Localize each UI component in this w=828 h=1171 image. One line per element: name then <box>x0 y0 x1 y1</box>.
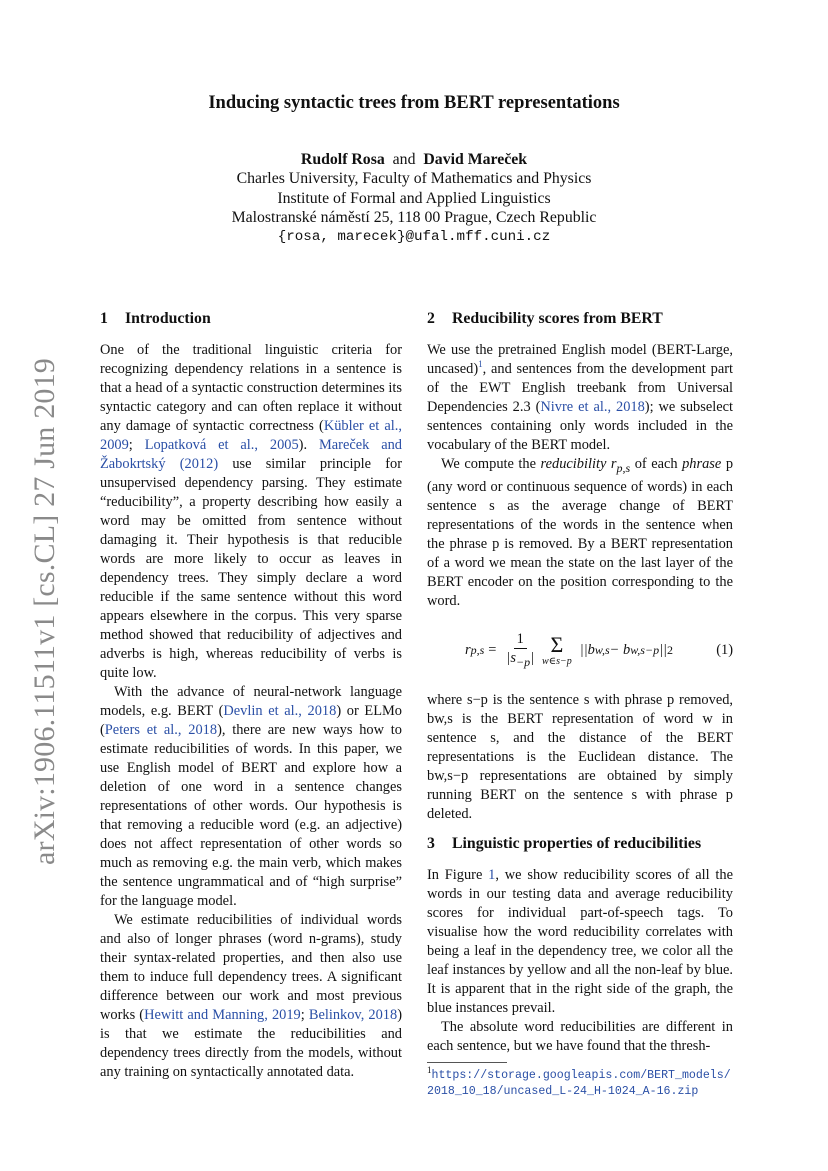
text-run: We compute the <box>441 456 541 472</box>
text-run: ); we subselect sentences containing only words included in the vocabulary of the BERT model. <box>427 399 734 453</box>
emphasis: reducibility <box>540 456 607 472</box>
footnote-1 <box>427 1067 733 1099</box>
section-number: 3 <box>427 834 435 852</box>
eq-denominator: $|s_{-p}|$ <box>506 649 535 669</box>
section-heading-introduction <box>100 309 402 329</box>
section-title: Introduction <box>125 310 211 327</box>
text-run: ; <box>128 437 145 453</box>
section-number: 1 <box>100 310 108 327</box>
figure-reference[interactable]: 1 <box>488 866 496 883</box>
footnote-divider <box>427 1062 507 1063</box>
citation-link[interactable]: Belinkov, 2018 <box>308 1007 398 1023</box>
eq-rhs-minus: − b <box>609 642 631 659</box>
author-2: David Mareček <box>423 151 528 168</box>
text-run: p (any word or continuous sequence of words) in each sentence s as the average change of BERT representations of the words in the sentence when the phrase p is removed. By a BERT representation of a word we mean the state on the last layer of the BERT encoder on the position corresponding to the word. <box>427 456 734 609</box>
eq-rhs-sub: w,s <box>594 643 610 658</box>
eq-rhs-sub: w,s−p <box>630 643 660 658</box>
linguistic-paragraph-1 <box>427 866 733 1018</box>
citation-link[interactable]: Kübler et al., 2009 <box>100 418 402 453</box>
affiliation-address: Malostranské náměstí 25, 118 00 Prague, Czech Republic <box>231 209 597 227</box>
text-run: In Figure <box>427 866 489 883</box>
footnote-marker[interactable]: 1 <box>478 359 483 370</box>
eq-rhs: ||b <box>579 642 595 659</box>
citation-link[interactable]: Lopatková et al., 2005 <box>144 437 299 453</box>
author-1: Rudolf Rosa <box>300 151 385 168</box>
reducibility-paragraph-3: where s−p is the sentence s with phrase p removed, bw,s is the BERT representation of word w in sentence s, and the distance of the BERT representations is the Euclidean distance. The bw,s−p representations are obtained by simply running BERT on the sentence s with phrase p deleted. <box>427 691 733 822</box>
author-names <box>0 150 828 169</box>
section-title: Linguistic properties of reducibilities <box>452 834 702 852</box>
text-run: One of the traditional linguistic criteria for recognizing dependency relations in a sentence is that a head of a syntactic construction determines its syntactic category and can often replace it without any damage of syntactic correctness ( <box>100 342 402 434</box>
section-heading-reducibility <box>427 309 733 329</box>
left-column <box>100 309 402 1082</box>
arxiv-identifier <box>19 357 69 865</box>
section-heading-linguistic <box>427 834 733 854</box>
eq-lhs-sub: p,s <box>470 643 485 658</box>
eq-summation: Σ w∈s−p <box>542 632 572 668</box>
citation-link[interactable]: Mareček and Žabokrtský (2012) <box>100 437 402 472</box>
reducibility-paragraph-2 <box>427 455 733 611</box>
affiliation-institute: Institute of Formal and Applied Linguistics <box>277 189 551 207</box>
text-run: of each <box>630 456 683 472</box>
text-run: We estimate reducibilities of individual words and also of longer phrases (word n-grams), study their syntax-related properties, and then also use them to induce full dependency trees. A significant difference between our work and most previous works ( <box>100 912 402 1023</box>
math-symbol: r <box>606 456 617 472</box>
text-run: ; <box>300 1007 309 1023</box>
author-email[interactable]: {rosa, marecek}@ufal.mff.cuni.cz <box>277 228 551 245</box>
arxiv-identifier-text: arXiv:1906.11511v1 [cs.CL] 27 Jun 2019 <box>27 357 61 865</box>
paper-title: Inducing syntactic trees from BERT representations <box>208 93 620 113</box>
citation-link[interactable]: Peters et al., 2018 <box>104 722 218 738</box>
intro-paragraph-2 <box>100 683 402 911</box>
equation-number: (1) <box>716 642 733 659</box>
text-run: , and sentences from the development part of the EWT English treebank from Universal Dependencies 2.3 ( <box>427 361 733 415</box>
text-run: ), there are new ways how to estimate reducibilities of words. In this paper, we use English model of BERT and explore how a deletion of one word in a sentence changes representations of other words. Our hypothesis is that removing a reducible word (e.g. an adjective) does not affect representation of other words so much as removing e.g. the main verb, which makes the sentence ungrammatical and of “high surprise” for the language model. <box>100 722 402 909</box>
linguistic-paragraph-2: The absolute word reducibilities are different in each sentence, but we have found that the thresh- <box>427 1018 733 1054</box>
text-run: ) or ELMo ( <box>100 703 402 738</box>
right-column <box>427 309 733 1099</box>
eq-numerator: 1 <box>514 631 527 649</box>
intro-paragraph-1 <box>100 341 402 683</box>
text-run: ) is that we estimate the reducibilities and dependency trees directly from the models, without any training on syntactically annotated data. <box>100 1007 402 1080</box>
intro-paragraph-3 <box>100 911 402 1082</box>
math-subscript: p,s <box>616 460 631 475</box>
text-run: ). <box>298 437 319 453</box>
emphasis: phrase <box>682 456 722 472</box>
text-run: , we show reducibility scores of all the words in our testing data and average reducibility scores for individual part-of-speech tags. To visualise how the word reducibility correlates with being a leaf in the dependency tree, we color all the leaf instances by yellow and all the non-leaf by blue. It is apparent that in the right side of the graph, the blue instances prevail. <box>427 866 733 1016</box>
text-run: We use the pretrained English model (BERT-Large, uncased) <box>427 342 733 377</box>
text-run: With the advance of neural-network language models, e.g. BERT ( <box>100 684 402 719</box>
eq-denominator-text: |s <box>506 649 516 666</box>
citation-link[interactable]: Hewitt and Manning, 2019 <box>144 1007 301 1023</box>
author-block <box>0 150 828 247</box>
eq-norm-sub: 2 <box>667 643 673 658</box>
eq-denominator-sub: −p <box>515 654 531 669</box>
reducibility-paragraph-1 <box>427 341 733 455</box>
text-run: use similar principle for unsupervised dependency parsing. They estimate “reducibility”, a property describing how easily a word may be omitted from sentence without damaging it. Their hypothesis is that reducible words are more likely to occur as leaves in dependency trees. They simply declare a word reducible if the same sentence without this word appears elsewhere in the corpus. This very sparse method showed that reducibility of adjectives and adverbs is high, whereas reducibility of verbs is quite low. <box>100 456 403 681</box>
eq-lhs: r <box>465 642 471 659</box>
footnote-number: 1 <box>427 1065 432 1076</box>
eq-fraction <box>506 631 534 671</box>
citation-link[interactable]: Devlin et al., 2018 <box>223 703 337 719</box>
footnote-url[interactable]: https://storage.googleapis.com/BERT_models/2018_10_18/uncased_L-24_H-1024_A-16.zip <box>427 1068 731 1098</box>
section-number: 2 <box>427 310 435 327</box>
citation-link[interactable]: Nivre et al., 2018 <box>540 399 645 415</box>
eq-summation-index: w∈s−p <box>542 656 572 668</box>
eq-rhs-end: || <box>659 642 667 659</box>
equation-body: r p,s = $\frac{1}{|s_{-p}|}$ Σ w∈s−p ||b w,s − b w,s−p || 2 <box>465 630 673 669</box>
section-title: Reducibility scores from BERT <box>452 310 663 327</box>
affiliation-university: Charles University, Faculty of Mathematics and Physics <box>236 170 592 188</box>
author-and: and <box>392 151 416 168</box>
equation-1 <box>427 625 733 677</box>
